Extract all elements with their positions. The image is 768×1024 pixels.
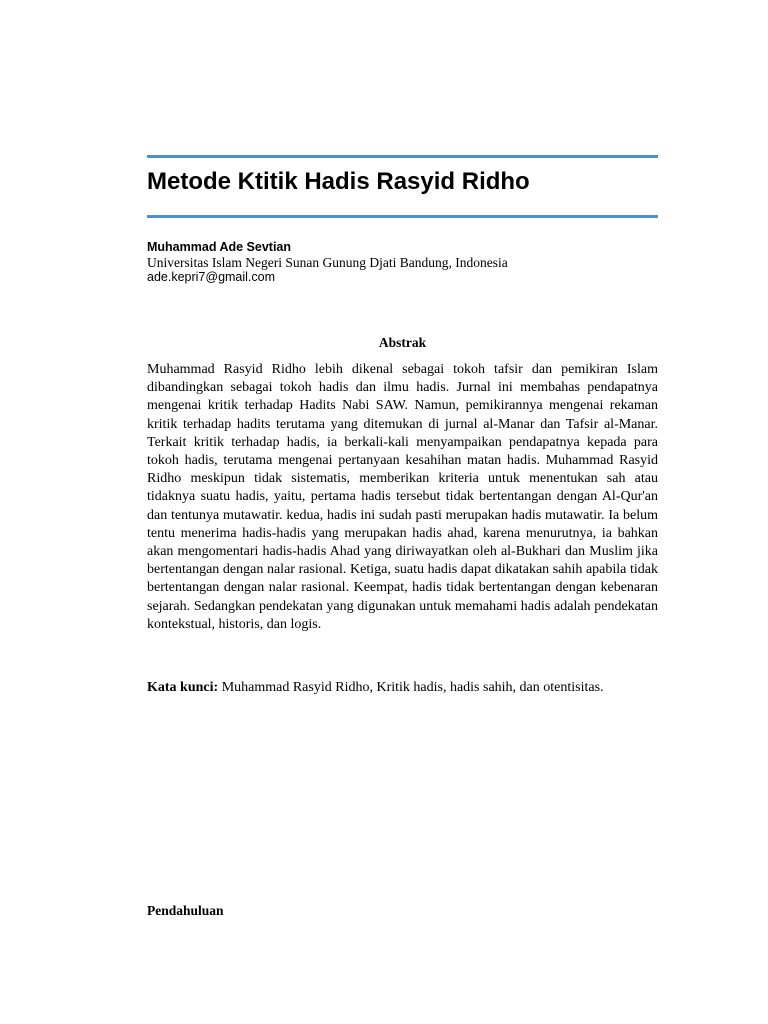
paper-title: Metode Ktitik Hadis Rasyid Ridho bbox=[147, 168, 530, 195]
keywords-line bbox=[147, 679, 658, 697]
author-name: Muhammad Ade Sevtian bbox=[147, 240, 292, 254]
keywords-label: Kata kunci: bbox=[147, 680, 219, 695]
author-email: ade.kepri7@gmail.com bbox=[147, 270, 276, 284]
title-bottom-rule bbox=[147, 215, 658, 218]
title-top-rule bbox=[147, 155, 658, 158]
keywords-text: Muhammad Rasyid Ridho, Kritik hadis, hadis sahih, dan otentisitas. bbox=[218, 680, 604, 695]
author-affiliation: Universitas Islam Negeri Sunan Gunung Djati Bandung, Indonesia bbox=[147, 255, 508, 270]
abstract-heading: Abstrak bbox=[378, 335, 427, 350]
section-heading-introduction: Pendahuluan bbox=[147, 903, 224, 918]
abstract-body: Muhammad Rasyid Ridho lebih dikenal sebagai tokoh tafsir dan pemikiran Islam dibandingkan sebagai tokoh hadis dan ilmu hadis. Jurnal ini membahas pendapatnya mengenai kritik terhadap Hadits Nabi SAW. Namun, pemikirannya mengenai rekaman kritik terhadap hadits terutama yang ditemukan di jurnal al-Manar dan Tafsir al-Manar. Terkait kritik terhadap hadis, ia berkali-kali menyampaikan pendapatnya kepada para tokoh hadis, terutama mengenai pertanyaan kesahihan matan hadis. Muhammad Rasyid Ridho meskipun tidak sistematis, memberikan kriteria untuk menentukan sah atau tidaknya suatu hadis, yaitu, pertama hadis tersebut tidak bertentangan dengan Al-Qur'an dan tentunya mutawatir. kedua, hadis ini sudah pasti merupakan hadis mutawatir. Ia belum tentu menerima hadis-hadis yang merupakan hadis ahad, karena menurutnya, ia bahkan akan mengomentari hadis-hadis Ahad yang diriwayatkan oleh al-Bukhari dan Muslim jika bertentangan dengan nalar rasional. Ketiga, suatu hadis dapat dikatakan sahih apabila tidak bertentangan dengan nalar rasional. Keempat, hadis tidak bertentangan dengan kebenaran sejarah. Sedangkan pendekatan yang digunakan untuk memahami hadis adalah pendekatan kontekstual, historis, dan logis. bbox=[147, 362, 658, 632]
author-block bbox=[147, 240, 658, 285]
